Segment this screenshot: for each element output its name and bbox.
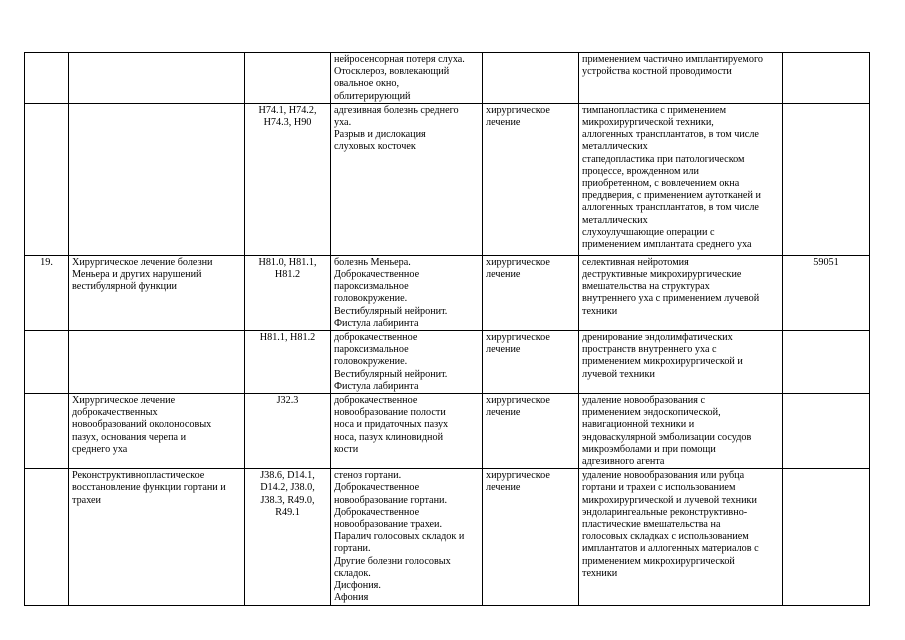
cell-text-line: пластические вмешательства на [582, 519, 721, 531]
table-row [25, 53, 870, 104]
cell-text-line: J38.6, D14.1, [260, 470, 315, 482]
treatment-type-cell [483, 469, 579, 605]
patient-model-cell [331, 53, 483, 104]
table-row [25, 469, 870, 605]
cell-text-line: хирургическое [486, 104, 550, 116]
cell-text-line: техники [582, 305, 618, 317]
price-cell [783, 394, 870, 469]
cell-text-line: Разрыв и дислокация [334, 129, 426, 141]
cell-text-line: головокружение. [334, 356, 408, 368]
cell-text-line: Фистула лабиринта [334, 317, 419, 329]
row-number-cell [25, 469, 69, 605]
cell-text-line: Доброкачественное [334, 506, 420, 518]
cell-text-line: применением частично имплантируемого [582, 54, 763, 65]
patient-model-cell [331, 103, 483, 255]
cell-text-line: применением имплантата среднего уха [582, 239, 752, 251]
cell-text-line: Вестибулярный нейронит. [334, 305, 448, 317]
cell-text-line: устройства костной проводимости [582, 66, 732, 78]
cell-text-line: лечение [486, 407, 521, 419]
cell-text-line: Доброкачественное [334, 269, 420, 281]
treatment-method-cell [579, 331, 783, 394]
patient-model-cell [331, 331, 483, 394]
table-row [25, 394, 870, 469]
cell-text-line: нейросенсорная потеря слуха. [334, 54, 465, 65]
cell-text-line: Реконструктивнопластическое [72, 470, 205, 482]
cell-text-line: применением микрохирургической [582, 555, 735, 567]
patient-model-cell [331, 255, 483, 330]
cell-text-line: микроэмболами и при помощи [582, 443, 716, 455]
row-number-cell [25, 331, 69, 394]
patient-model-cell [331, 394, 483, 469]
cell-text-line: складок. [334, 567, 371, 579]
cell-text-line: трахеи [72, 494, 102, 506]
cell-text-line: хирургическое [486, 395, 550, 407]
price-cell [783, 103, 870, 255]
cell-text-line: доброкачественных [72, 407, 158, 419]
cell-text-line: дренирование эндолимфатических [582, 332, 733, 344]
price-cell [783, 331, 870, 394]
cell-text-line: преддверия, с применением аутотканей и [582, 190, 761, 202]
cell-text-line: металлических [582, 214, 648, 226]
cell-text-line: уха. [334, 117, 352, 129]
cell-text-line: Вестибулярный нейронит. [334, 368, 448, 380]
cell-text-line: гортани и трахеи с использованием [582, 482, 736, 494]
cell-text-line: Хирургическое лечение болезни [72, 256, 213, 268]
cell-text-line: кости [334, 443, 359, 455]
procedure-name-cell [69, 469, 245, 605]
cell-text-line: пароксизмальное [334, 281, 409, 293]
treatment-type-cell [483, 331, 579, 394]
cell-text: 19. [40, 256, 53, 268]
cell-text-line: доброкачественное [334, 395, 418, 407]
cell-text-line: хирургическое [486, 332, 550, 344]
cell-text-line: Отосклероз, вовлекающий [334, 66, 450, 78]
cell-text-line: новообразований околоносовых [72, 419, 212, 431]
treatment-method-cell [579, 255, 783, 330]
price-cell [783, 255, 870, 330]
cell-text-line: адгезивного агента [582, 456, 665, 468]
row-number-cell [25, 255, 69, 330]
medical-services-table [24, 52, 870, 606]
cell-text-line: Доброкачественное [334, 482, 420, 494]
table-row [25, 331, 870, 394]
procedure-name-cell [69, 394, 245, 469]
cell-text: 59051 [813, 256, 839, 268]
cell-text-line: аллогенных трансплантатов, в том числе [582, 129, 759, 141]
cell-text-line: среднего уха [72, 443, 128, 455]
cell-text-line: болезнь Меньера. [334, 256, 411, 268]
cell-text-line: внутреннего уха с применением лучевой [582, 293, 760, 305]
cell-text-line: лечение [486, 482, 521, 494]
cell-text-line: лечение [486, 344, 521, 356]
cell-text-line: гортани. [334, 543, 371, 555]
icd-codes-cell [245, 255, 331, 330]
cell-text-line: пароксизмальное [334, 344, 409, 356]
cell-text-line: R49.1 [275, 506, 300, 518]
cell-text-line: H74.3, H90 [263, 117, 312, 129]
cell-text-line: эндоларингеальные реконструктивно- [582, 506, 748, 518]
cell-text-line: H74.1, H74.2, [258, 104, 317, 116]
treatment-type-cell [483, 255, 579, 330]
cell-text-line: новообразование полости [334, 407, 446, 419]
cell-text-line: лечение [486, 269, 521, 281]
cell-text-line: лучевой техники [582, 368, 655, 380]
cell-text-line: H81.0, H81.1, [258, 256, 317, 268]
cell-text-line: овальное окно, [334, 78, 399, 90]
treatment-method-cell [579, 53, 783, 104]
cell-text-line: облитерирующий [334, 90, 411, 102]
icd-codes-cell [245, 53, 331, 104]
cell-text-line: голосовых складках с использованием [582, 531, 749, 543]
table-body [25, 53, 870, 606]
cell-text-line: J38.3, R49.0, [260, 494, 315, 506]
cell-text-line: Другие болезни голосовых [334, 555, 451, 567]
icd-codes-cell [245, 331, 331, 394]
table-row [25, 255, 870, 330]
icd-codes-cell [245, 469, 331, 605]
row-number-cell [25, 394, 69, 469]
cell-text-line: стапедопластика при патологическом [582, 153, 745, 165]
table-row [25, 103, 870, 255]
cell-text-line: микрохирургической и лучевой техники [582, 494, 757, 506]
cell-text-line: D14.2, J38.0, [260, 482, 315, 494]
cell-text-line: лечение [486, 117, 521, 129]
treatment-method-cell [579, 103, 783, 255]
procedure-name-cell [69, 53, 245, 104]
procedure-name-cell [69, 331, 245, 394]
cell-text-line: Фистула лабиринта [334, 380, 419, 392]
cell-text-line: адгезивная болезнь среднего [334, 104, 459, 116]
cell-text-line: вмешательства на структурах [582, 281, 710, 293]
cell-text-line: J32.3 [276, 395, 299, 407]
cell-text-line: удаление новообразования или рубца [582, 470, 745, 482]
cell-text-line: микрохирургической техники, [582, 117, 714, 129]
cell-text-line: удаление новообразования с [582, 395, 706, 407]
cell-text-line: доброкачественное [334, 332, 418, 344]
cell-text-line: носа и придаточных пазух [334, 419, 449, 431]
treatment-method-cell [579, 469, 783, 605]
treatment-type-cell [483, 394, 579, 469]
treatment-type-cell [483, 53, 579, 104]
cell-text-line: Афония [334, 592, 369, 604]
price-cell [783, 469, 870, 605]
cell-text-line: металлических [582, 141, 648, 153]
cell-text-line: процессе, врожденном или [582, 165, 699, 177]
patient-model-cell [331, 469, 483, 605]
cell-text-line: аллогенных трансплантатов, в том числе [582, 202, 759, 214]
icd-codes-cell [245, 394, 331, 469]
row-number-cell [25, 103, 69, 255]
cell-text-line: тимпанопластика с применением [582, 104, 727, 116]
treatment-type-cell [483, 103, 579, 255]
cell-text-line: Паралич голосовых складок и [334, 531, 465, 543]
cell-text-line: слухоулучшающие операции с [582, 226, 715, 238]
cell-text-line: новообразование трахеи. [334, 519, 443, 531]
treatment-method-cell [579, 394, 783, 469]
cell-text-line: хирургическое [486, 470, 550, 482]
cell-text-line: новообразование гортани. [334, 494, 448, 506]
cell-text-line: Хирургическое лечение [72, 395, 176, 407]
cell-text-line: головокружение. [334, 293, 408, 305]
cell-text-line: приобретенном, с вовлечением окна [582, 178, 740, 190]
cell-text-line: техники [582, 567, 618, 579]
price-cell [783, 53, 870, 104]
cell-text-line: эндоваскулярной эмболизации сосудов [582, 431, 752, 443]
cell-text-line: деструктивные микрохирургические [582, 269, 742, 281]
cell-text-line: имплантатов и аллогенных материалов с [582, 543, 759, 555]
cell-text-line: пазух, основания черепа и [72, 431, 187, 443]
cell-text-line: Дисфония. [334, 580, 381, 592]
cell-text-line: носа, пазух клиновидной [334, 431, 444, 443]
row-number-cell [25, 53, 69, 104]
icd-codes-cell [245, 103, 331, 255]
cell-text-line: H81.1, H81.2 [259, 332, 316, 344]
cell-text-line: хирургическое [486, 256, 550, 268]
cell-text-line: восстановление функции гортани и [72, 482, 226, 494]
cell-text-line: навигационной техники и [582, 419, 695, 431]
cell-text-line: слуховых косточек [334, 141, 416, 153]
cell-text-line: H81.2 [274, 269, 301, 281]
cell-text-line: стеноз гортани. [334, 470, 402, 482]
cell-text-line: применением эндоскопической, [582, 407, 721, 419]
cell-text-line: применением микрохирургической и [582, 356, 743, 368]
cell-text-line: вестибулярной функции [72, 281, 177, 293]
cell-text-line: селективная нейротомия [582, 256, 689, 268]
procedure-name-cell [69, 103, 245, 255]
cell-text-line: Меньера и других нарушений [72, 269, 202, 281]
procedure-name-cell [69, 255, 245, 330]
cell-text-line: пространств внутреннего уха с [582, 344, 717, 356]
